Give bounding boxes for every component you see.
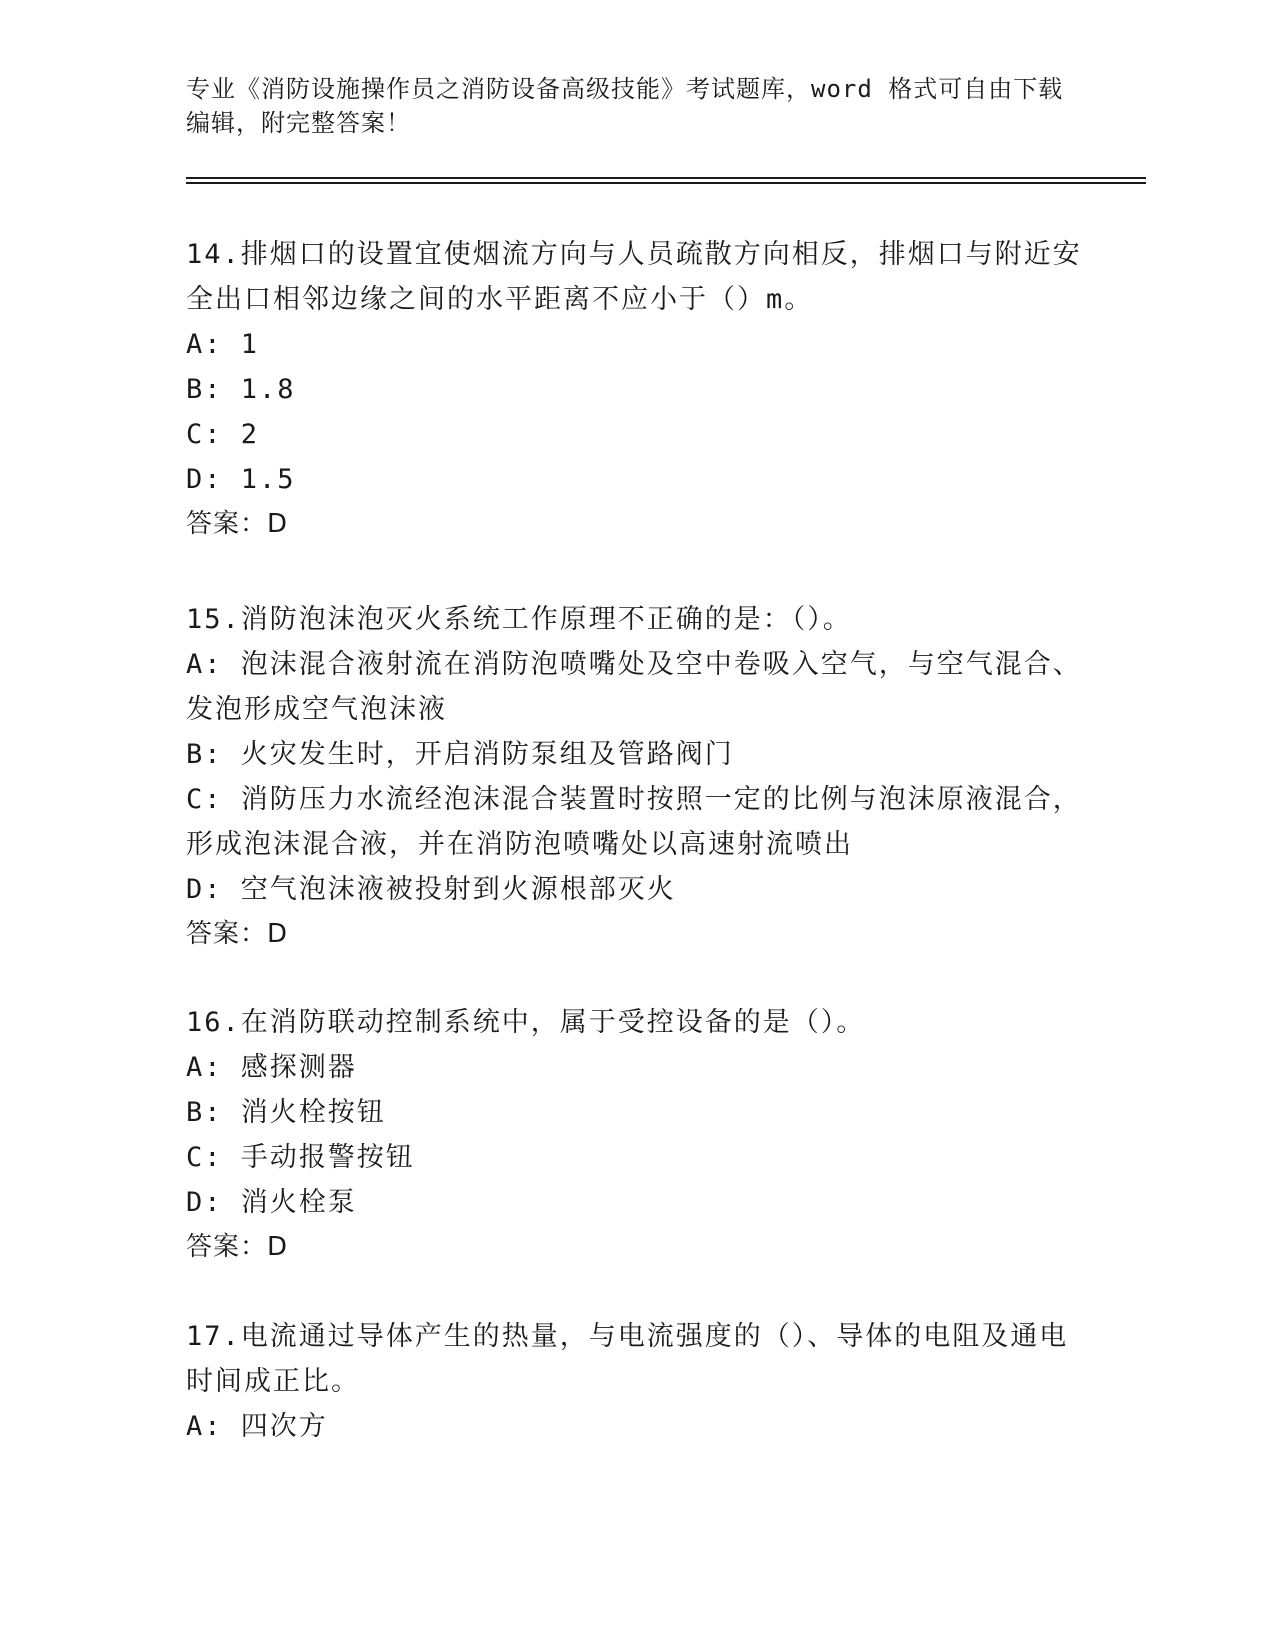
option-a: A: 感探测器 <box>186 1052 357 1083</box>
answer: 答案：D <box>186 919 289 949</box>
question-15 <box>186 597 1086 957</box>
option-d: D: 消火栓泵 <box>186 1187 357 1218</box>
question-17 <box>186 1314 1086 1449</box>
option-a: A: 1 <box>186 329 260 360</box>
option-a: A: 泡沫混合液射流在消防泡喷嘴处及空中卷吸入空气，与空气混合、发泡形成空气泡沫液 <box>186 649 1082 725</box>
option-c: C: 2 <box>186 419 260 450</box>
question-14 <box>186 232 1086 547</box>
question-16 <box>186 1000 1086 1270</box>
header-divider-top <box>186 177 1146 179</box>
option-a: A: 四次方 <box>186 1411 328 1442</box>
option-c: C: 手动报警按钮 <box>186 1142 415 1173</box>
option-b: B: 消火栓按钮 <box>186 1097 386 1128</box>
option-b: B: 1.8 <box>186 374 296 405</box>
option-d: D: 1.5 <box>186 464 296 495</box>
question-stem: 14.排烟口的设置宜使烟流方向与人员疏散方向相反，排烟口与附近安全出口相邻边缘之间的水平距离不应小于（）m。 <box>186 239 1082 315</box>
option-b: B: 火灾发生时，开启消防泵组及管路阀门 <box>186 739 734 770</box>
document-intro: 专业《消防设施操作员之消防设备高级技能》考试题库，word 格式可自由下载编辑，附完整答案！ <box>186 75 1064 137</box>
question-stem: 17.电流通过导体产生的热量，与电流强度的（）、导体的电阻及通电时间成正比。 <box>186 1321 1069 1397</box>
answer: 答案：D <box>186 509 289 539</box>
answer: 答案：D <box>186 1232 289 1262</box>
option-c: C: 消防压力水流经泡沫混合装置时按照一定的比例与泡沫原液混合，形成泡沫混合液，并在消防泡喷嘴处以高速射流喷出 <box>186 784 1082 860</box>
option-d: D: 空气泡沫液被投射到火源根部灭火 <box>186 874 676 905</box>
question-stem: 16.在消防联动控制系统中，属于受控设备的是（）。 <box>186 1007 866 1038</box>
question-stem: 15.消防泡沫泡灭火系统工作原理不正确的是：（）。 <box>186 604 852 635</box>
header-divider-bottom <box>186 182 1146 184</box>
